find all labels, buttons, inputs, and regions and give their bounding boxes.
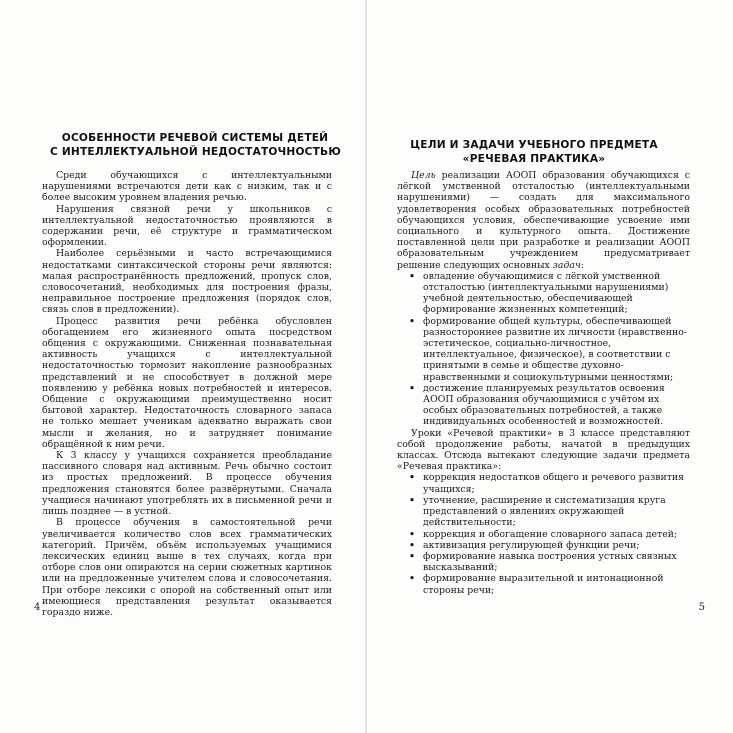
right-heading-line-1: ЦЕЛИ И ЗАДАЧИ УЧЕБНОГО ПРЕДМЕТА bbox=[410, 139, 658, 151]
right-heading-line-2: «РЕЧЕВАЯ ПРАКТИКА» bbox=[462, 153, 606, 165]
right-page-body bbox=[397, 170, 690, 596]
subject-task-list bbox=[397, 472, 690, 595]
list-item bbox=[397, 316, 690, 383]
paragraph: Наиболее серьёзными и часто встречающимися недостатками синтаксической стороны речи являются: малая распространённость предложений, пропуск слов, словосочетаний, необходимых для построения фразы, неправильное построение предложения (порядок слов, связь слов в предложении). bbox=[42, 248, 332, 316]
list-item bbox=[397, 271, 690, 316]
paragraph: Среди обучающихся с интеллектуальными нарушениями встречаются дети как с низким, так и с более высоким уровнем владения речью. bbox=[42, 170, 332, 204]
tasks-word: задач bbox=[552, 259, 581, 271]
paragraph: Процесс развития речи ребёнка обусловлен обогащением его жизненного опыта посредством общения с окружающими. Сниженная познавательная активность учащихся с интеллектуальной недостаточностью тормозит накопление разнообразных представлений и не способствует в должной мере появлению у ребёнка новых потребностей и интересов. Общение с окружающими преимущественно носит бытовой характер. Недостаточность словарного запаса не только мешает ученикам адекватно выражать свои мысли и желания, но и затрудняет понимание обращённой к ним речи. bbox=[42, 315, 332, 450]
intro-paragraph bbox=[397, 170, 690, 271]
bullet-icon: • bbox=[409, 315, 415, 327]
left-page bbox=[0, 0, 366, 733]
paragraph: К 3 классу у учащихся сохраняется преобладание пассивного словаря над активным. Речь обычно состоит из простых предложений. В процессе обучения предложения становятся более развёрнутыми. Сначала учащиеся начинают употреблять их в письменной речи и лишь позднее — в устной. bbox=[42, 450, 332, 518]
bullet-icon: • bbox=[409, 539, 415, 551]
list-item-text: активизация регулирующей функции речи; bbox=[423, 539, 640, 551]
right-page bbox=[367, 0, 733, 733]
goal-word: Цель bbox=[411, 170, 436, 181]
left-heading-line-2: С ИНТЕЛЛЕКТУАЛЬНОЙ НЕДОСТАТОЧНОСТЬЮ bbox=[50, 146, 341, 158]
intro-colon: : bbox=[580, 259, 584, 271]
page-number: 4 bbox=[34, 602, 41, 613]
left-heading-line-1: ОСОБЕННОСТИ РЕЧЕВОЙ СИСТЕМЫ ДЕТЕЙ bbox=[61, 132, 329, 144]
left-page-body bbox=[42, 170, 332, 618]
list-item bbox=[397, 573, 690, 595]
list-item bbox=[397, 495, 690, 529]
bullet-icon: • bbox=[409, 472, 415, 484]
list-item bbox=[397, 540, 690, 551]
list-item bbox=[397, 551, 690, 573]
list-item bbox=[397, 529, 690, 540]
bullet-icon: • bbox=[409, 573, 415, 585]
list-item-text: уточнение, расширение и систематизация круга представлений о явлениях окружающей действительности; bbox=[423, 494, 666, 529]
aoop-task-list bbox=[397, 271, 690, 428]
bullet-icon: • bbox=[409, 494, 415, 506]
bullet-icon: • bbox=[409, 270, 415, 282]
left-page-heading bbox=[50, 131, 340, 159]
list-item bbox=[397, 383, 690, 428]
intro-text: реализации АООП образования обучающихся с лёгкой умственной отсталостью (интеллектуальными нарушениями) — создать для максимального удовлетворения особых образовательных потребностей обучающихся условия, обеспечивающие усвоение ими социального и культурного опыта. Достижение поставленной цели при разработке и реализации АООП образовательным учреждением предусматривает решение следующих основных bbox=[397, 170, 690, 271]
list-item-text: формирование общей культуры, обеспечивающей разностороннее развитие их личности (нравственно-эстетическое, социально-личностное, интеллектуальное, физическое), в соответствии с принятыми в семье и обществе духовно-нравственными и социокультурными ценностями; bbox=[423, 315, 688, 383]
list-item-text: овладение обучающимися с лёгкой умственной отсталостью (интеллектуальными нарушениями) учебной деятельностью, обеспечивающей формирование жизненных компетенций; bbox=[423, 270, 669, 316]
list-item-text: коррекция недостатков общего и речевого развития учащихся; bbox=[423, 472, 685, 495]
bullet-icon: • bbox=[409, 550, 415, 562]
bullet-icon: • bbox=[409, 528, 415, 540]
bullet-icon: • bbox=[409, 382, 415, 394]
list-item-text: формирование выразительной и интонационной стороны речи; bbox=[423, 573, 664, 596]
list-item bbox=[397, 472, 690, 494]
paragraph: Нарушения связной речи у школьников с интеллектуальной недостаточностью проявляются в содержании речи, её структуре и грамматическом оформлении. bbox=[42, 203, 332, 249]
list-item-text: достижение планируемых результатов освоения АООП образования обучающимися с учётом их особых образовательных потребностей, а также индивидуальных особенностей и возможностей. bbox=[423, 382, 665, 428]
page-number: 5 bbox=[698, 602, 705, 613]
right-page-heading bbox=[389, 138, 679, 166]
list-item-text: коррекция и обогащение словарного запаса детей; bbox=[423, 528, 678, 540]
paragraph: Уроки «Речевой практики» в 3 классе представляют собой продолжение работы, начатой в предыдущих классах. Отсюда вытекают следующие задачи предмета «Речевая практика»: bbox=[397, 427, 690, 473]
list-item-text: формирование навыка построения устных связных высказываний; bbox=[423, 550, 677, 574]
paragraph: В процессе обучения в самостоятельной речи увеличивается количество слов всех грамматических категорий. Причём, объём используемых учащимися лексических единиц выше в тех случаях, когда при отборе слов они опираются на серии сюжетных картинок или на предложенные учителем слова и словосочетания. При отборе лексики с опорой на собственный опыт или имеющиеся представления результат оказывается гораздо ниже. bbox=[42, 517, 332, 618]
